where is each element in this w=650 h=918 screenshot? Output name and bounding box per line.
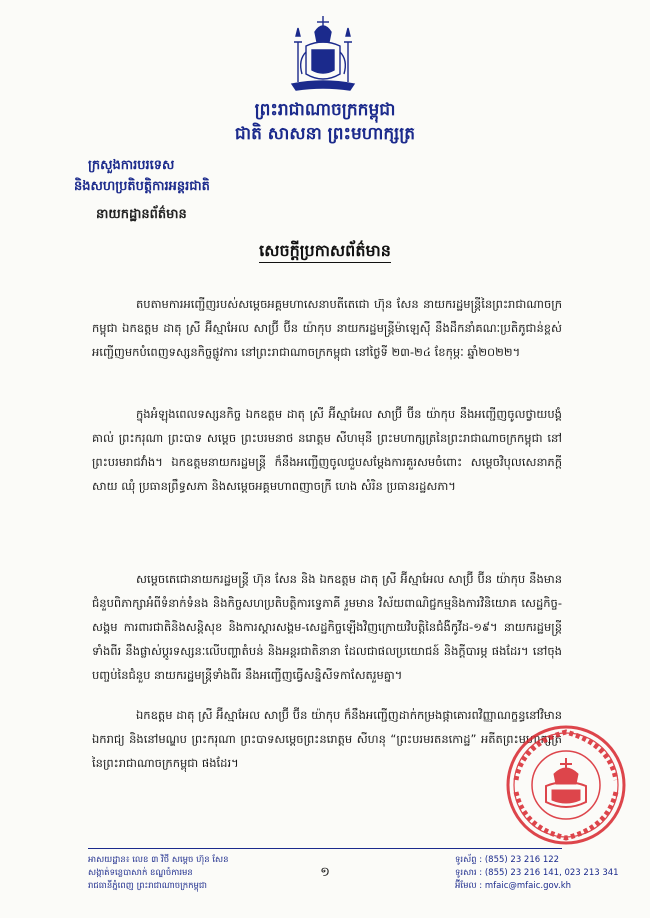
paragraph-4-text: ឯកឧត្តម ដាតុ ស្រី អ៊ីស្មាអែល សាប្រ៊ី ប៊ីន យ៉ាកុប ក៏នឹងអញ្ជើញដាក់កម្រងផ្កាគោរពវិញ្ញាណក្ខន្ធនៅវិមានឯករាជ្យ និងនៅមណ្ឌប ព្រះករុណា ព្រះបាទសម្ដេចព្រះនរោត្តម សីហនុ “ព្រះបរមរតនកោដ្ឋ” អតីតព្រះមហាក្សត្រនៃព្រះរាជាណាចក្រកម្ពុជា ផងដែរ។: [92, 708, 562, 770]
paragraph-1-text: តបតាមការអញ្ជើញរបស់សម្ដេចអគ្គមហាសេនាបតីតេជោ ហ៊ុន សែន នាយករដ្ឋមន្ត្រីនៃព្រះរាជាណាចក្រកម្ពុជា ឯកឧត្តម ដាតុ ស្រី អ៊ីស្មាអែល សាប្រ៊ី ប៊ីន យ៉ាកុប នាយករដ្ឋមន្ត្រីម៉ាឡេស៊ី នឹងដឹកនាំគណៈប្រតិភូជាន់ខ្ពស់អញ្ជើញមកបំពេញទស្សនកិច្ចផ្លូវការ នៅព្រះរាជាណាចក្រកម្ពុជា នៅថ្ងៃទី ២៣-២៤ ខែកុម្ភៈ ឆ្នាំ២០២២។: [92, 297, 562, 359]
kingdom-motto: ជាតិ សាសនា ព្រះមហាក្សត្រ: [234, 124, 416, 144]
department-name: នាយកដ្ឋានព័ត៌មាន: [96, 207, 187, 222]
address-line-3: រាជធានីភ្នំពេញ ព្រះរាជាណាចក្រកម្ពុជា: [88, 881, 207, 891]
ministry-name-line2: និងសហប្រតិបត្តិការអន្តរជាតិ: [74, 179, 210, 194]
ministry-name-line1: ក្រសួងការបរទេស: [88, 158, 175, 173]
official-seal-stamp-icon: [502, 724, 630, 846]
contact-phone: ទូរស័ព្ទ : (855) 23 216 122: [455, 855, 560, 865]
royal-emblem-icon: [284, 12, 362, 94]
page-number: ១: [320, 865, 330, 880]
paragraph-3-text: សម្ដេចតេជោនាយករដ្ឋមន្ត្រី ហ៊ុន សែន និង ឯកឧត្តម ដាតុ ស្រី អ៊ីស្មាអែល សាប្រ៊ី ប៊ីន យ៉ាកុប នឹងមានជំនួបពិភាក្សាអំពីទំនាក់ទំនង និងកិច្ចសហប្រតិបត្តិការទ្វេភាគី រួមមាន វិស័យពាណិជ្ជកម្មនិងការវិនិយោគ សេដ្ឋកិច្ច-សង្គម ការពារជាតិនិងសន្តិសុខ និងការស្ដារសង្គម-សេដ្ឋកិច្ចឡើងវិញក្រោយវិបត្តិនៃជំងឺកូវីដ-១៩។ នាយករដ្ឋមន្ត្រីទាំងពីរ នឹងផ្លាស់ប្ដូរទស្សនៈលើបញ្ហាតំបន់ និងអន្តរជាតិនានា ដែលជាផលប្រយោជន៍ និងក្ដីបារម្ភ ផងដែរ។ នៅចុងបញ្ចប់នៃជំនួប នាយករដ្ឋមន្ត្រីទាំងពីរ នឹងអញ្ជើញធ្វើសន្និសីទកាសែតរួមគ្នា។: [92, 572, 562, 682]
paragraph-3: [92, 567, 562, 687]
paragraph-2-text: ក្នុងអំឡុងពេលទស្សនកិច្ច ឯកឧត្តម ដាតុ ស្រី អ៊ីស្មាអែល សាប្រ៊ី ប៊ីន យ៉ាកុប នឹងអញ្ជើញចូលថ្វាយបង្គំគាល់ ព្រះករុណា ព្រះបាទ សម្ដេច ព្រះបរមនាថ នរោត្តម សីហមុនី ព្រះមហាក្សត្រនៃព្រះរាជាណាចក្រកម្ពុជា នៅព្រះបរមរាជវាំង។ ឯកឧត្តមនាយករដ្ឋមន្ត្រី ក៏នឹងអញ្ជើញចូលជួបសម្ដែងការគួរសមចំពោះ សម្ដេចវិបុលសេនាភក្ដី សាយ ឈុំ ប្រធានព្រឹទ្ធសភា និងសម្ដេចអគ្គមហាពញាចក្រី ហេង សំរិន ប្រធានរដ្ឋសភា។: [92, 407, 562, 493]
paragraph-4: [92, 703, 562, 775]
paragraph-1: [92, 292, 562, 364]
paragraph-2: [92, 402, 562, 498]
contact-email: អ៊ីមែល : mfaic@mfaic.gov.kh: [455, 881, 572, 891]
document-title: [0, 240, 650, 264]
kingdom-title: ព្រះរាជាណាចក្រកម្ពុជា: [254, 100, 396, 120]
footer-divider: [88, 848, 562, 849]
address-line-2: សង្កាត់ទន្លេបាសាក់ ខណ្ឌចំការមន: [88, 868, 193, 878]
contact-fax: ទូរសារ : (855) 23 216 141, 023 213 341: [455, 868, 619, 878]
document-title-text: សេចក្ដីប្រកាសព័ត៌មាន: [259, 241, 391, 263]
footer-contact: [455, 854, 619, 893]
address-line-1: អាសយដ្ឋាន៖ លេខ ៣ វិថី សម្ដេច ហ៊ុន សែន: [88, 855, 229, 865]
